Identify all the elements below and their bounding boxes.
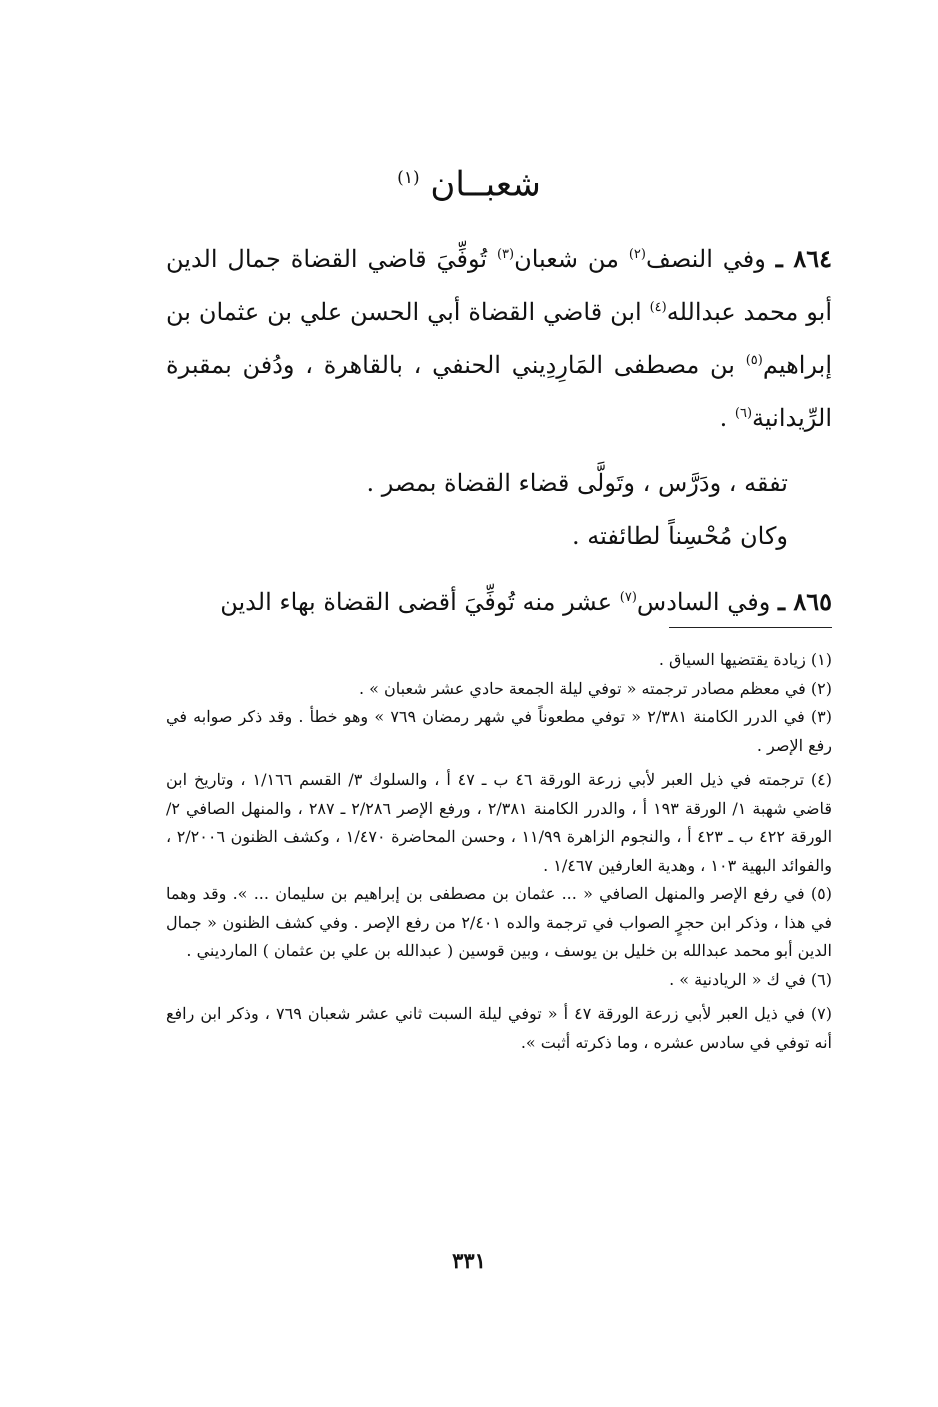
section-heading — [0, 150, 938, 212]
entry-865 — [166, 575, 832, 629]
heading-title: شعبــان — [430, 164, 541, 205]
entry-text: ابن قاضي القضاة أبي الحسن علي بن عثمان بن إبراهيم — [166, 298, 832, 379]
footnote-4: (٤) ترجمته في ذيل العبر لأبي زرعة الورقة ٤٦ ب ـ ٤٧ أ ، والسلوك ٣/ القسم ١/١٦٦ ، وتاريخ ابن قاضي شهبة ١/ الورقة ١٩٣ أ ، والدرر الكامنة ٢/٣٨١ ، ورفع الإصر ٢/٢٨٦ ـ ٢٨٧ ، والمنهل الصافي ٢/ الورقة ٤٢٢ ب ـ ٤٢٣ أ ، والنجوم الزاهرة ١١/٩٩ ، وحسن المحاضرة ١/٤٧٠ ، وكشف الظنون ٢/٢٠٠٦ ، والفوائد البهية ١٠٣ ، وهدية العارفين ١/٤٦٧ . — [166, 770, 833, 875]
entry-864-details — [166, 457, 832, 563]
footnotes — [166, 646, 832, 1057]
entry-text: بن مصطفى المَارِدِيني الحنفي ، بالقاهرة ، ودُفن بمقبرة الرِّيدانية — [166, 351, 832, 432]
footnote-1: (١) زيادة يقتضيها السياق . — [658, 650, 832, 669]
footnote-ref-6[interactable]: (٦) — [734, 406, 753, 421]
footnote-2: (٢) في معظم مصادر ترجمته « توفي ليلة الجمعة حادي عشر شعبان » . — [358, 678, 832, 698]
footnote-separator — [669, 627, 832, 628]
footnote-ref-4[interactable]: (٤) — [649, 300, 667, 315]
footnote-ref-3[interactable]: (٣) — [496, 247, 515, 262]
entry-text: عشر منه تُوفِّيَ أقضى القضاة بهاء الدين — [220, 588, 613, 616]
footnote-5: (٥) في رفع الإصر والمنهل الصافي « ... عثمان بن مصطفى بن إبراهيم بن سليمان ... ». وقد وهما في هذا ، وذكر ابن حجرٍ الصواب في ترجمة والده ٢/٤٠١ من رفع الإصر . وفي كشف الظنون « جمال الدين أبو محمد عبدالله بن خليل بن يوسف ، وبين قوسين ( عبدالله بن علي بن عثمان ) المارديني . — [166, 884, 832, 960]
heading-footnote-ref[interactable]: (١) — [397, 168, 420, 188]
entry-text: من شعبان — [514, 245, 619, 273]
entry-text: . — [719, 404, 728, 432]
footnote-ref-2[interactable]: (٢) — [628, 247, 646, 262]
detail-line: تفقه ، ودَرَّس ، وتَولَّى قضاء القضاة بمصر . — [366, 469, 788, 497]
footnote-3: (٣) في الدرر الكامنة ٢/٣٨١ « توفي مطعوناً في شهر رمضان ٧٦٩ » وهو خطأ . وقد ذكر صوابه في رفع الإصر . — [166, 707, 833, 755]
page-number: ٣٣١ — [452, 1248, 486, 1273]
entry-864 — [166, 232, 832, 445]
entry-number: ٨٦٤ ـ — [775, 244, 833, 273]
main-text — [166, 232, 832, 629]
detail-line: وكان مُحْسِناً لطائفته . — [571, 522, 788, 550]
footnote-6: (٦) في ك « الريادنية » . — [669, 969, 832, 989]
entry-text: وفي السادس — [636, 588, 771, 616]
entry-number: ٨٦٥ ـ — [777, 587, 832, 616]
entry-text: وفي النصف — [645, 245, 766, 273]
entry-text: تُوفِّيَ قاضي القضاة جمال الدين أبو محمد عبدالله — [166, 245, 832, 326]
footnote-ref-7[interactable]: (٧) — [619, 590, 637, 605]
footnote-ref-5[interactable]: (٥) — [745, 353, 763, 368]
footnote-7: (٧) في ذيل العبر لأبي زرعة الورقة ٤٧ أ « توفي ليلة السبت ثاني عشر شعبان ٧٦٩ ، وذكر ابن رافع أنه توفي في سادس عشره ، وما ذكرته أثبت ». — [166, 1004, 833, 1052]
